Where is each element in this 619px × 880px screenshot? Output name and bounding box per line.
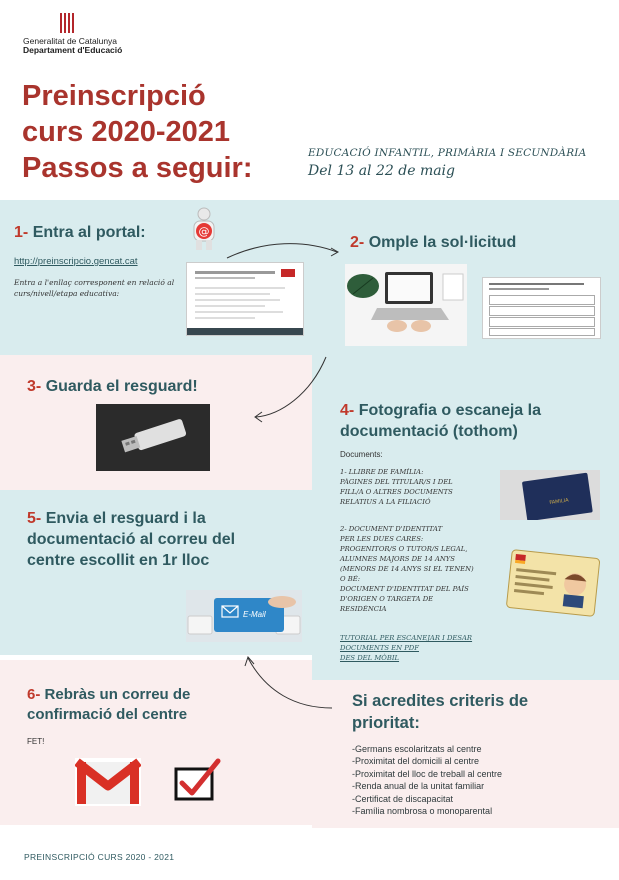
step1-number: 1- — [14, 224, 29, 241]
step4-number: 4- — [340, 402, 355, 419]
documents-label: Documents: — [340, 450, 383, 459]
portal-screenshot — [186, 262, 304, 336]
arrow-step1-to-step2-icon — [225, 238, 345, 263]
checkbox-check-icon — [170, 755, 222, 805]
step2-number: 2- — [350, 234, 365, 251]
doc2-text — [340, 524, 474, 614]
gmail-logo-icon — [75, 758, 141, 806]
generalitat-logo-icon — [60, 13, 74, 33]
doc2-line: (MENORS DE 14 ANYS SI EL TENEN) — [340, 565, 474, 573]
title-line-1: Preinscripció — [22, 80, 206, 112]
step4-title-line1 — [340, 400, 541, 421]
step3-number: 3- — [27, 378, 42, 395]
tutorial-link-line[interactable]: DES DEL MÒBIL — [340, 654, 400, 662]
step3-title — [27, 376, 198, 397]
step6-label-line2: confirmació del centre — [27, 706, 188, 723]
laptop-photo — [345, 264, 467, 346]
education-levels: EDUCACIÓ INFANTIL, PRIMÀRIA I SECUNDÀRIA — [308, 147, 587, 159]
doc1-line: FILL/A O ALTRES DOCUMENTS — [340, 488, 453, 496]
usb-drive-photo — [96, 404, 210, 471]
done-label: FET! — [27, 737, 45, 746]
criteria-list — [352, 743, 502, 817]
criteria-item: -Renda anual de la unitat familiar — [352, 781, 485, 792]
step4-label-line1: Fotografia o escaneja la — [358, 402, 541, 419]
date-range: Del 13 al 22 de maig — [308, 163, 455, 179]
step1-title — [14, 222, 146, 243]
doc2-line: PROGENITOR/S O TUTOR/S LEGAL, — [340, 545, 468, 553]
tutorial-link[interactable] — [340, 633, 472, 663]
criteria-item: -Germans escolaritzats al centre — [352, 744, 482, 754]
doc1-line: PÀGINES DEL TITULAR/S I DEL — [340, 478, 453, 486]
person-at-sign-icon — [186, 207, 222, 251]
step2-title — [350, 232, 516, 253]
tutorial-link-line[interactable]: DOCUMENTS EN PDF — [340, 644, 419, 652]
doc2-line: D'ORIGEN O TARGETA DE — [340, 595, 434, 603]
portal-link[interactable]: http://preinscripcio.gencat.cat — [14, 256, 138, 267]
step5-title-line1 — [27, 508, 235, 529]
criteria-item: -Proximitat del lloc de treball al centre — [352, 768, 503, 779]
page-title — [22, 78, 322, 186]
step6-title-line1 — [27, 685, 190, 705]
step5-label-line2: documentació al correu del — [27, 531, 236, 548]
step4-label-line2: documentació (tothom) — [340, 423, 518, 440]
tutorial-link-line[interactable]: TUTORIAL PER ESCANEJAR I DESAR — [340, 634, 473, 642]
doc2-line: DOCUMENT D'IDENTITAT DEL PAÍS — [340, 585, 469, 593]
title-line-3: Passos a seguir: — [22, 152, 253, 184]
application-form-image — [482, 277, 601, 339]
criteria-title — [352, 690, 528, 734]
criteria-item: -Família nombrosa o monoparental — [352, 806, 493, 817]
step6-number: 6- — [27, 686, 41, 703]
step1-label: Entra al portal: — [32, 224, 146, 241]
doc2-line: ALUMNES MAJORS DE 14 ANYS — [340, 555, 455, 563]
title-line-2: curs 2020-2021 — [22, 116, 230, 148]
doc2-line: RESIDÈNCIA — [340, 605, 387, 613]
step3-label: Guarda el resguard! — [45, 378, 198, 395]
email-key-photo — [186, 590, 302, 642]
email-key-label: E-Mail — [243, 610, 266, 619]
logo-text-generalitat: Generalitat de Catalunya — [23, 36, 118, 46]
step6-label-line1: Rebràs un correu de — [44, 686, 191, 703]
step5-number: 5- — [27, 510, 42, 527]
criteria-item: -Proximitat del domicili al centre — [352, 756, 480, 767]
logo-text-department: Departament d'Educació — [23, 45, 123, 55]
step5-label-line3: centre escollit en 1r lloc — [27, 552, 210, 569]
doc1-line: 1- LLIBRE DE FAMÍLIA: — [340, 468, 424, 476]
step5-label-line1: Envia el resguard i la — [45, 510, 206, 527]
doc1-line: RELATIUS A LA FILIACIÓ — [340, 498, 431, 506]
step6-title — [27, 685, 190, 725]
id-card-image — [505, 548, 601, 620]
step2-label: Omple la sol·licitud — [368, 234, 517, 251]
family-book-photo — [500, 470, 600, 520]
step1-note: Entra a l'enllaç corresponent en relació al curs/nivell/etapa educativa: — [14, 278, 175, 298]
footer-text: PREINSCRIPCIÓ CURS 2020 - 2021 — [24, 852, 175, 862]
step5-title — [27, 508, 235, 571]
criteria-title-line1: Si acredites criteris de — [352, 692, 529, 710]
arrow-step2-to-step3-icon — [250, 355, 330, 425]
doc2-line: O BÉ: — [340, 575, 360, 583]
criteria-item: -Certificat de discapacitat — [352, 793, 454, 804]
arrow-to-step6-icon — [236, 652, 336, 712]
criteria-title-line2: prioritat: — [352, 714, 420, 732]
svg-text:FAMILIA: FAMILIA — [549, 497, 570, 507]
step4-title — [340, 400, 541, 442]
doc2-line: PER LES DUES CARES: — [340, 535, 424, 543]
doc1-text — [340, 467, 453, 507]
svg-text:@: @ — [198, 225, 210, 238]
doc2-line: 2- DOCUMENT D'IDENTITAT — [340, 525, 443, 533]
